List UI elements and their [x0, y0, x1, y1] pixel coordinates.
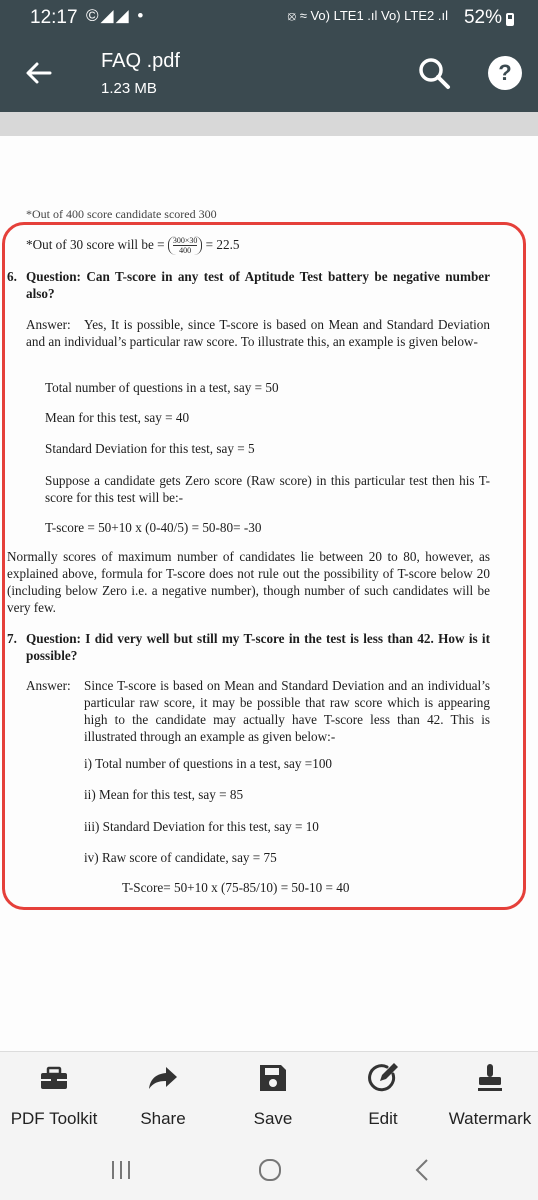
- pdf-toolkit-label: PDF Toolkit: [10, 1109, 98, 1128]
- floppy-disk-icon: [256, 1061, 290, 1095]
- a7-item-1: i) Total number of questions in a test, say =100: [84, 756, 333, 771]
- fraction-numerator: 300×30: [172, 236, 198, 246]
- edit-pencil-icon: [366, 1061, 400, 1095]
- notification-icons: ©◢◢ •: [86, 6, 146, 25]
- normally-paragraph: Normally scores of maximum number of candidates lie between 20 to 80, however, as explained above, formula for T-score does not rule out the possibility of T-score below 20 (including below Zero i.e. a negative number), though number of such candidates will be very few.: [7, 549, 490, 615]
- search-icon[interactable]: [415, 54, 453, 92]
- save-button[interactable]: [240, 1061, 306, 1129]
- edit-button[interactable]: [350, 1061, 416, 1129]
- pdf-toolkit-button[interactable]: [2, 1061, 106, 1129]
- status-time: 12:17: [30, 7, 78, 28]
- question-7: Question: I did very well but still my T-score in the test is less than 42. How is it possible?: [26, 631, 490, 663]
- a6-line-2: Mean for this test, say = 40: [45, 410, 190, 425]
- share-arrow-icon: [146, 1061, 180, 1095]
- answer-7-label: Answer:: [26, 678, 71, 693]
- back-arrow-icon[interactable]: [22, 56, 56, 90]
- bottom-toolbar: [0, 1051, 538, 1200]
- score-line: [26, 236, 506, 255]
- file-size: 1.23 MB: [101, 80, 157, 97]
- a6-line-5: T-score = 50+10 x (0-40/5) = 50-80= -30: [45, 520, 262, 535]
- share-label: Share: [140, 1109, 186, 1128]
- share-button[interactable]: [130, 1061, 196, 1129]
- fraction: [168, 236, 203, 255]
- score-line-result: = 22.5: [205, 237, 240, 252]
- answer-6: Yes, It is possible, since T-score is based on Mean and Standard Deviation and an individual’s particular raw score. To illustrate this, an example is given below-: [26, 317, 490, 349]
- q6-number: 6.: [7, 269, 17, 284]
- battery-icon: [506, 13, 514, 26]
- recent-apps-icon[interactable]: [108, 1158, 134, 1182]
- help-icon[interactable]: ?: [488, 56, 522, 90]
- stamp-icon: [473, 1061, 507, 1095]
- a7-item-4: iv) Raw score of candidate, say = 75: [84, 850, 277, 865]
- status-bar: [0, 0, 538, 36]
- a6-line-4: Suppose a candidate gets Zero score (Raw score) in this particular test then his T-score for this test will be:-: [45, 473, 490, 505]
- toolbar-divider: [0, 1051, 538, 1052]
- cut-off-line: *Out of 400 score candidate scored 300: [26, 207, 217, 221]
- watermark-label: Watermark: [448, 1109, 532, 1128]
- signal-icons: ⦻ ≈ Vo) LTE1 .ıl Vo) LTE2 .ıl: [287, 8, 448, 23]
- battery-percent: 52%: [463, 7, 502, 28]
- a7-item-2: ii) Mean for this test, say = 85: [84, 787, 244, 802]
- home-icon[interactable]: [258, 1158, 282, 1182]
- answer-6-label: Answer:: [26, 317, 71, 332]
- toolbox-icon: [37, 1061, 71, 1095]
- page-gap: [0, 112, 538, 136]
- fraction-denominator: 400: [179, 246, 192, 256]
- nav-back-icon[interactable]: [412, 1158, 432, 1182]
- a6-line-3: Standard Deviation for this test, say = 5: [45, 441, 255, 456]
- app-bar: [0, 36, 538, 112]
- a6-line-1: Total number of questions in a test, say = 50: [45, 380, 279, 395]
- q7-number: 7.: [7, 631, 17, 646]
- edit-label: Edit: [368, 1109, 398, 1128]
- question-6: Question: Can T-score in any test of Aptitude Test battery be negative number also?: [26, 269, 490, 301]
- a7-item-3: iii) Standard Deviation for this test, say = 10: [84, 819, 319, 834]
- answer-7: Since T-score is based on Mean and Standard Deviation and an individual’s particular raw score, it may be possible that raw score which is appearing high to the candidate may actually have T-score less than 42. This is illustrated through an example as given below:-: [84, 678, 490, 744]
- file-title: FAQ .pdf: [101, 50, 180, 72]
- score-line-text: *Out of 30 score will be =: [26, 237, 165, 252]
- pdf-page[interactable]: [0, 136, 538, 1051]
- watermark-button[interactable]: [442, 1061, 538, 1129]
- save-label: Save: [253, 1109, 293, 1128]
- a7-calculation: T-Score= 50+10 x (75-85/10) = 50-10 = 40: [122, 880, 350, 895]
